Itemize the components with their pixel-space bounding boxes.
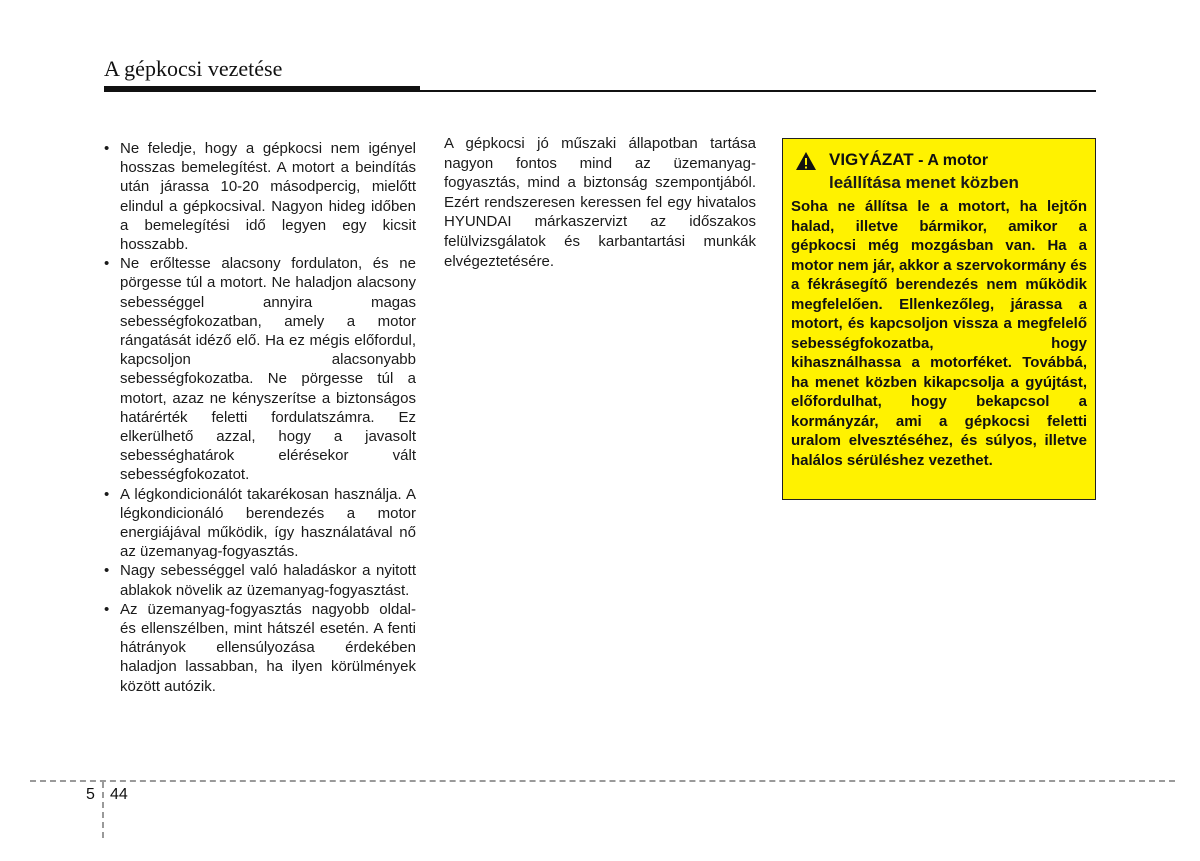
bullet-icon: • — [104, 562, 110, 580]
list-item-text: Az üzemanyag-fogyasztás nagyobb oldal- és ellenszélben, mint hátszél esetén. A fenti hátrányok ellensúlyozása érdekében haladjon lassabban, ha ilyen körülmények között autózik. — [120, 600, 416, 695]
warning-label: VIGYÁZAT — [829, 150, 914, 169]
warning-triangle-icon — [795, 151, 817, 171]
list-item — [104, 561, 416, 599]
list-item-text: Nagy sebességgel való haladáskor a nyitott ablakok növelik az üzemanyag-fogyasztást. — [120, 562, 416, 599]
list-item-text: Ne erőltesse alacsony fordulaton, és ne pörgesse túl a motort. Ne haladjon alacsony sebességgel annyira magas sebességfokozatban, amely a motor rángatását idéző elő. Ha ez mégis előfordul, kapcsoljon alacsonyabb sebességfokozatba. Ne pörgesse túl a motort, azaz ne kényszerítse a biztonságos határérték feletti fordulatszámra. Ez elkerülhető azzal, hogy a javasolt sebességhatárok elérésekor vált sebességfokozatot. — [120, 255, 416, 484]
tips-list — [104, 139, 416, 696]
footer-divider — [30, 780, 1175, 782]
header-rule-thick — [104, 86, 420, 92]
list-item — [104, 139, 416, 254]
middle-column — [444, 134, 756, 271]
list-item-text: Ne feledje, hogy a gépkocsi nem igényel hosszas bemelegítést. A motort a beindítás után járassa 10-20 másodpercig, mielőtt elindul a gépkocsival. Nagyon hideg időben a bemelegítési idő legyen egy kicsit hosszabb. — [120, 140, 416, 254]
page-header-title: A gépkocsi vezetése — [104, 56, 283, 81]
bullet-icon: • — [104, 600, 110, 618]
bullet-icon: • — [104, 485, 110, 503]
footer-vertical-divider — [102, 782, 104, 838]
list-item — [104, 485, 416, 562]
warning-subtitle: leállítása menet közben — [829, 173, 1019, 192]
page-number: 44 — [110, 786, 128, 803]
list-item — [104, 254, 416, 484]
bullet-icon: • — [104, 140, 110, 157]
bullet-icon: • — [104, 255, 110, 273]
header-rule-thin — [420, 90, 1096, 92]
warning-header — [791, 149, 1087, 172]
warning-box — [782, 138, 1096, 500]
list-item — [104, 600, 416, 696]
list-item-text: A légkondicionálót takarékosan használja. A légkondicionáló berendezés a motor energiájával működik, így használatával nő az üzemanyag-fogyasztás. — [120, 485, 416, 561]
warning-title-rest: - A motor — [913, 152, 989, 169]
maintenance-paragraph: A gépkocsi jó műszaki állapotban tartása nagyon fontos mind az üzemanyag-fogyasztás, mind a biztonság szempontjából. Ezért rendszeresen keressen fel egy hivatalos HYUNDAI márkaszervizt az időszakos felülvizsgálatok és karbantartási munkák elvégeztetésére. — [444, 135, 756, 270]
warning-title — [829, 149, 988, 172]
chapter-number: 5 — [86, 786, 95, 803]
left-column — [104, 139, 416, 696]
warning-body: Soha ne állítsa le a motort, ha lejtőn halad, illetve bármikor, amikor a gépkocsi még mozgásban van. Ha a motor nem jár, akkor a szervokormány és a fékrásegítő berendezés nem működik megfelelően. Ellenkezőleg, járassa a motort, és kapcsoljon vissza a megfelelő sebességfokozatba, hogy kihasználhassa a motorféket. Továbbá, ha menet közben kikapcsolja a gyújtást, előfordulhat, hogy bekapcsol a kormányzár, ami a gépkocsi feletti uralom elvesztéséhez, és súlyos, illetve halálos sérüléshez vezethet. — [791, 198, 1087, 469]
